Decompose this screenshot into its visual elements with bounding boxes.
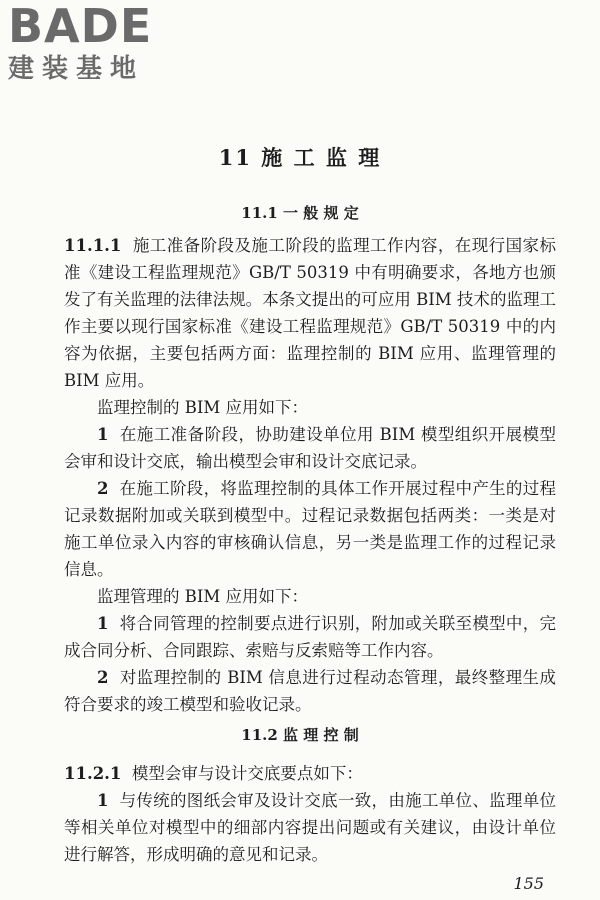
clause-11-2-1 [64,760,556,787]
item-text: 将合同管理的控制要点进行识别，附加或关联至模型中，完成合同分析、合同跟踪、索赔与反索赔等工作内容。 [64,614,556,660]
mgmt-item-2 [64,664,556,718]
clause-11-1-1 [64,232,556,394]
clause-text: 施工准备阶段及施工阶段的监理工作内容，在现行国家标准《建设工程监理规范》GB/T 50319 中有明确要求，各地方也颁发了有关监理的法律法规。本条文提出的可应用 BIM 技术的监理工作主要以现行国家标准《建设工程监理规范》GB/T 50319 中的内容为依据，主要包括两方面：监理控制的 BIM 应用、监理管理的 BIM 应用。 [64,236,556,390]
mgmt-item-1 [64,610,556,664]
item-number: 2 [97,668,109,687]
item-number: 1 [97,614,109,633]
item-number: 1 [97,425,109,444]
clause-number: 11.2.1 [64,764,122,783]
control-intro: 监理控制的 BIM 应用如下： [97,398,309,417]
chapter-title: 11 施 工 监 理 [218,145,382,170]
clause-number: 11.1.1 [64,236,122,255]
control-item-2 [64,475,556,583]
control-item-1 [64,421,556,475]
clause-11-2-1-item-1 [64,787,556,868]
logo-subtitle: 建装基地 [8,54,145,84]
item-number: 2 [97,479,109,498]
section-title-11-1: 11.1 一 般 规 定 [241,204,359,222]
page-number: 155 [513,874,544,893]
item-text: 在施工准备阶段，协助建设单位用 BIM 模型组织开展模型会审和设计交底，输出模型会审和设计交底记录。 [64,425,556,471]
item-text: 与传统的图纸会审及设计交底一致，由施工单位、监理单位等相关单位对模型中的细部内容提出问题或有关建议，由设计单位进行解答，形成明确的意见和记录。 [64,791,556,864]
clause-text: 模型会审与设计交底要点如下： [131,764,363,783]
item-text: 在施工阶段，将监理控制的具体工作开展过程中产生的过程记录数据附加或关联到模型中。过程记录数据包括两类：一类是对施工单位录入内容的审核确认信息，另一类是监理工作的过程记录信息。 [64,479,556,579]
section-title-11-2: 11.2 监 理 控 制 [241,726,359,744]
watermark-logo [8,2,180,94]
mgmt-intro: 监理管理的 BIM 应用如下： [97,587,309,606]
logo-brand: BADE [8,0,153,53]
item-number: 1 [97,791,109,810]
item-text: 对监理控制的 BIM 信息进行过程动态管理，最终整理生成符合要求的竣工模型和验收记录。 [64,668,556,714]
